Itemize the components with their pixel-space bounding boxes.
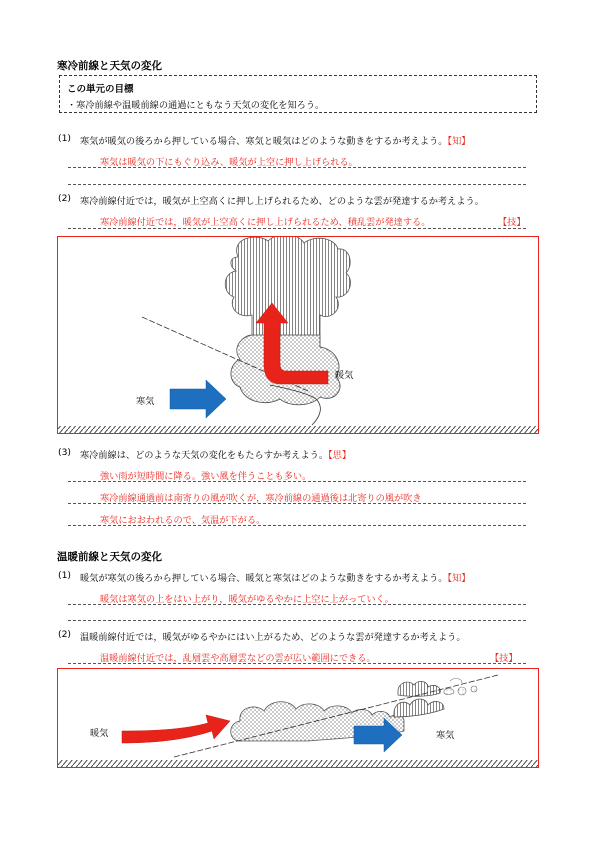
warm-fig-warm-label: 暖気 (90, 728, 109, 739)
unit-goal-box (59, 75, 537, 113)
warm-q1-question (80, 570, 470, 584)
cold-q1-answer: 寒気は暖気の下にもぐり込み、暖気が上空に押し上げられる。 (100, 157, 358, 168)
answer-line (68, 228, 526, 229)
warm-q2-number: (2) (58, 629, 72, 640)
warm-q2-answer: 温暖前線付近では，乱層雲や高層雲などの雲が広い範囲にできる。 (100, 653, 376, 664)
answer-line (68, 604, 526, 605)
warm-q2-text: 温暖前線付近では，暖気がゆるやかにはい上がるため、どのような雲が発達するか考えよう。 (80, 632, 466, 643)
answer-line (68, 620, 526, 621)
ground-hatch (58, 426, 538, 433)
cold-front-figure (57, 236, 539, 434)
cold-q3-answer-2: 寒冷前線通過前は南寄りの風が吹くが，寒冷前線の通過後は北寄りの風が吹き (100, 493, 422, 504)
cold-q1-question (80, 133, 470, 147)
cold-fig-cold-label: 寒気 (136, 396, 155, 407)
warm-q1-answer: 暖気は寒気の上をはい上がり，暖気がゆるやかに上空に上がっていく。 (100, 594, 394, 605)
cold-q2-text: 寒冷前線付近では，暖気が上空高くに押し上げられるため、どのような雲が発達するか考えよう。 (80, 196, 484, 207)
cold-q3-answer-1: 強い雨が短時間に降る。強い風を伴うことも多い。 (100, 471, 312, 482)
cold-q1-text: 寒気が暖気の後ろから押している場合、寒気と暖気はどのような動きをするか考えよう。 (80, 136, 448, 147)
ground-hatch (58, 760, 538, 767)
cold-q2-number: (2) (58, 193, 72, 204)
warm-fig-cold-label: 寒気 (436, 730, 455, 741)
cold-q1-number: (1) (58, 133, 72, 144)
answer-line (68, 525, 526, 526)
warm-q1-number: (1) (58, 570, 72, 581)
cold-q3-answer-3: 寒気におおわれるので、気温が下がる。 (100, 515, 266, 526)
cold-fig-warm-label: 暖気 (335, 370, 354, 381)
cold-q3-text: 寒冷前線は、どのような天気の変化をもたらすか考えよう。 (80, 450, 329, 461)
answer-line (68, 184, 526, 185)
warm-front-figure (57, 668, 539, 768)
answer-line (68, 481, 526, 482)
warm-air-arrow-icon (122, 715, 230, 743)
goal-title: この単元の目標 (67, 84, 134, 95)
answer-line (68, 167, 526, 168)
cold-q2-tag: 【技】 (498, 217, 526, 228)
warm-q1-text: 暖気が寒気の後ろから押している場合、暖気と寒気はどのような動きをするか考えよう。 (80, 573, 448, 584)
warm-q1-tag: 【知】 (447, 573, 471, 584)
cold-q3-number: (3) (58, 447, 72, 458)
answer-line (68, 503, 526, 504)
goal-text: ・寒冷前線や温暖前線の通過にともなう天気の変化を知ろう。 (67, 100, 325, 111)
answer-line (68, 663, 526, 664)
cold-q3-tag: 【思】 (328, 450, 352, 461)
warm-front-heading: 温暖前線と天気の変化 (57, 551, 162, 563)
cold-air-arrow-icon (170, 380, 226, 418)
cold-q1-tag: 【知】 (447, 136, 471, 147)
warm-q2-tag: 【技】 (490, 653, 518, 664)
cold-front-heading: 寒冷前線と天気の変化 (57, 60, 162, 72)
cold-q2-answer: 寒冷前線付近では，暖気が上空高くに押し上げられるため、積乱雲が発達する。 (100, 217, 431, 228)
cold-q3-question (80, 447, 351, 461)
